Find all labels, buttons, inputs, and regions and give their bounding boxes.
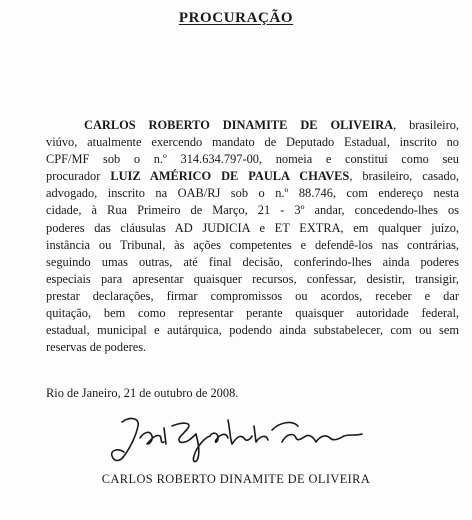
handwritten-signature: [100, 408, 380, 470]
signer-name: CARLOS ROBERTO DINAMITE DE OLIVEIRA: [101, 472, 371, 486]
paragraph-line: [46, 117, 459, 134]
date-line: Rio de Janeiro, 21 de outubro de 2008.: [46, 386, 239, 400]
paragraph-line: reservas de poderes.: [46, 340, 147, 355]
paragraph-line: poderes das cláusulas AD JUDICIA e ET EXTRA, em qualquer juízo,: [46, 220, 459, 235]
paragraph-line: seguindo umas outras, até final decisão, conferindo-lhes ainda poderes: [46, 254, 459, 269]
paragraph-line: especiais para apresentar quaisquer recursos, confessar, desistir, transigir,: [46, 271, 459, 286]
paragraph-line: CPF/MF sob o n.º 314.634.797-00, nomeia e constitui como seu: [46, 152, 459, 167]
paragraph-line: quitação, bem como representar perante quaisquer autoridade federal,: [46, 306, 459, 321]
paragraph-line: prestar declarações, firmar compromissos ou acordos, receber e dar: [46, 288, 459, 303]
paragraph-line: instância ou Tribunal, às ações competentes e defendê-los nas contrárias,: [46, 237, 459, 252]
paragraph-line: viúvo, atualmente exercendo mandato de Deputado Estadual, inscrito no: [46, 135, 459, 150]
document-title: PROCURAÇÃO: [178, 10, 294, 26]
paragraph-text: procurador: [46, 169, 111, 184]
grantor-name: CARLOS ROBERTO DINAMITE DE OLIVEIRA: [84, 118, 394, 132]
paragraph-line: advogado, inscrito na OAB/RJ sob o n.º 88.746, com endereço nesta: [46, 186, 459, 201]
paragraph-line: [46, 168, 459, 185]
paragraph-text: , brasileiro,: [393, 118, 459, 132]
power-of-attorney-paragraph: [46, 117, 459, 356]
attorney-name: LUIZ AMÉRICO DE PAULA CHAVES: [110, 169, 350, 184]
paragraph-line: cidade, à Rua Primeiro de Março, 21 - 3º andar, concedendo-lhes os: [46, 203, 459, 218]
paragraph-text: , brasileiro, casado,: [349, 169, 460, 184]
paragraph-line: estadual, municipal e autárquica, podendo ainda substabelecer, com ou sem: [46, 323, 459, 338]
